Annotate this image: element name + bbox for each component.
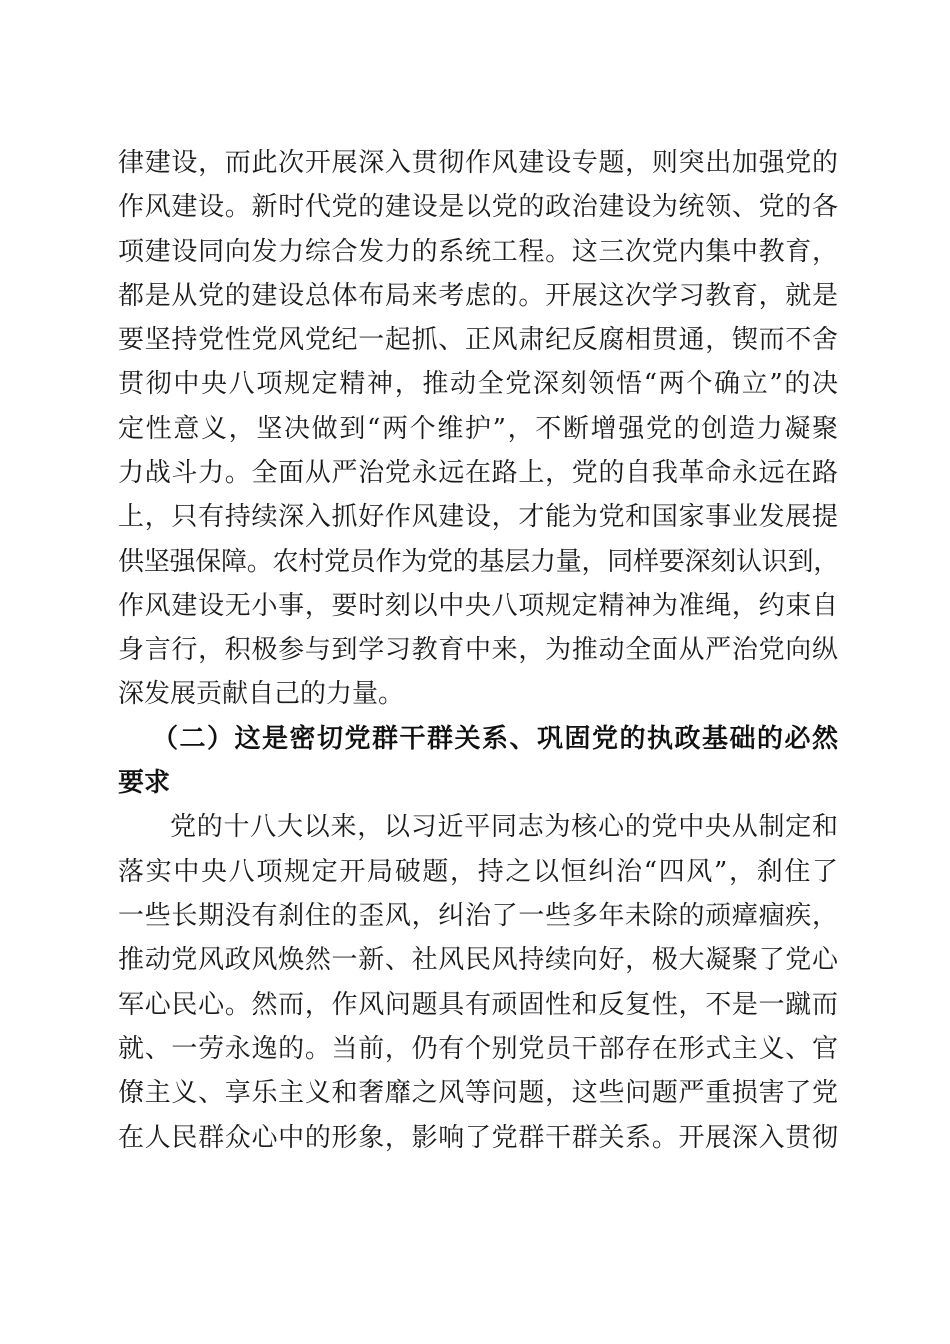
paragraph-line: 上，只有持续深入抓好作风建设，才能为党和国家事业发展提 — [118, 502, 838, 532]
paragraph-line: 律建设，而此次开展深入贯彻作风建设专题，则突出加强党的 — [118, 148, 838, 178]
paragraph-line: 作风建设。新时代党的建设是以党的政治建设为统领、党的各 — [118, 192, 838, 222]
section-heading: （二）这是密切党群干群关系、巩固党的执政基础的必然 — [152, 724, 838, 754]
paragraph-line: 身言行，积极参与到学习教育中来，为推动全面从严治党向纵 — [118, 635, 838, 665]
paragraph-line: 僚主义、享乐主义和奢靡之风等问题，这些问题严重损害了党 — [118, 1078, 838, 1108]
paragraph-line: 深发展贡献自己的力量。 — [118, 679, 405, 709]
paragraph-line: 都是从党的建设总体布局来考虑的。开展这次学习教育，就是 — [118, 281, 838, 311]
section-heading: 要求 — [118, 768, 171, 798]
paragraph-line: 党的十八大以来，以习近平同志为核心的党中央从制定和 — [170, 812, 838, 842]
paragraph-line: 推动党风政风焕然一新、社风民风持续向好，极大凝聚了党心 — [118, 945, 838, 975]
paragraph-line: 供坚强保障。农村党员作为党的基层力量，同样要深刻认识到， — [118, 547, 840, 577]
paragraph-line: 落实中央八项规定开局破题，持之以恒纠治“四风”，刹住了 — [118, 857, 838, 887]
paragraph-line: 在人民群众心中的形象，影响了党群干群关系。开展深入贯彻 — [118, 1123, 838, 1153]
paragraph-line: 要坚持党性党风党纪一起抓、正风肃纪反腐相贯通，锲而不舍 — [118, 325, 838, 355]
paragraph-line: 定性意义，坚决做到“两个维护”，不断增强党的创造力凝聚 — [118, 414, 838, 444]
paragraph-line: 军心民心。然而，作风问题具有顽固性和反复性，不是一蹴而 — [118, 990, 838, 1020]
paragraph-line: 作风建设无小事，要时刻以中央八项规定精神为准绳，约束自 — [118, 591, 838, 621]
paragraph-line: 项建设同向发力综合发力的系统工程。这三次党内集中教育， — [118, 237, 838, 267]
paragraph-line: 一些长期没有刹住的歪风，纠治了一些多年未除的顽瘴痼疾， — [118, 901, 838, 931]
paragraph-line: 贯彻中央八项规定精神，推动全党深刻领悟“两个确立”的决 — [118, 369, 838, 399]
paragraph-line: 力战斗力。全面从严治党永远在路上，党的自我革命永远在路 — [118, 458, 838, 488]
paragraph-line: 就、一劳永逸的。当前，仍有个别党员干部存在形式主义、官 — [118, 1034, 838, 1064]
